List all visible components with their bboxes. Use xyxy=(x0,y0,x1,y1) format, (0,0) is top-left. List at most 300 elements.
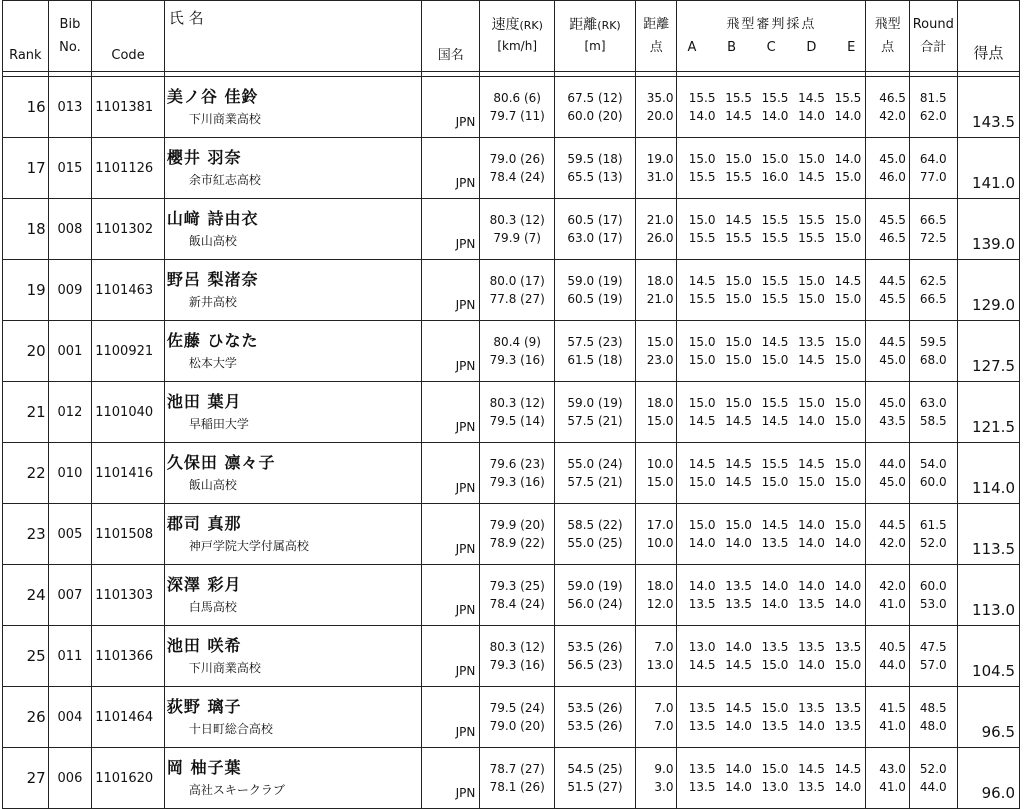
distance-points-round1: 19.0 xyxy=(646,152,674,166)
judges-round2 xyxy=(677,412,865,430)
bib-cell: 009 xyxy=(48,260,92,321)
round-total-round1: 54.0 xyxy=(919,457,947,471)
bib-cell: 015 xyxy=(48,138,92,199)
distance-points-round2: 10.0 xyxy=(646,536,674,550)
rank-cell: 17 xyxy=(3,138,49,199)
table-row xyxy=(3,260,1020,321)
athlete-club: 神戸学院大学付属高校 xyxy=(188,538,309,553)
rank-cell: 24 xyxy=(3,565,49,626)
judge-score: 15.5 xyxy=(798,231,825,245)
speed-cell xyxy=(480,687,555,748)
distance-round1: 53.5 (26) xyxy=(567,701,623,715)
round-total-cell xyxy=(909,504,957,565)
athlete-club: 新井高校 xyxy=(188,294,237,309)
judge-score: 15.5 xyxy=(761,91,789,105)
athlete-name: 野呂 梨渚奈 xyxy=(166,269,259,289)
style-points-cell xyxy=(866,504,910,565)
distance-points-round2: 7.0 xyxy=(654,719,674,733)
athlete-name: 佐藤 ひなた xyxy=(166,330,259,350)
distance-round1: 57.5 (23) xyxy=(567,335,623,349)
header-rank: Rank xyxy=(3,1,49,72)
distance-points-cell xyxy=(635,321,677,382)
speed-cell xyxy=(480,748,555,809)
round-total-cell xyxy=(909,443,957,504)
rank-cell: 23 xyxy=(3,504,49,565)
judge-score: 13.5 xyxy=(688,597,716,611)
distance-points-round2: 26.0 xyxy=(646,231,674,245)
judge-score: 14.5 xyxy=(834,762,862,776)
round-total-cell xyxy=(909,77,957,138)
judges-cell xyxy=(677,626,866,687)
code-cell: 1101302 xyxy=(92,199,165,260)
athlete-cell xyxy=(164,138,421,199)
total-points-cell: 139.0 xyxy=(957,199,1019,260)
judge-score: 13.5 xyxy=(761,640,789,654)
total-points-cell: 96.0 xyxy=(957,748,1019,809)
round-total-cell xyxy=(909,626,957,687)
speed-round1: 80.4 (9) xyxy=(493,335,541,349)
header-judges-title: 飛型審判採点 xyxy=(726,17,817,32)
style-points-round1: 44.5 xyxy=(879,335,906,349)
round-total-round1: 62.5 xyxy=(919,274,947,288)
code-cell: 1100921 xyxy=(92,321,165,382)
speed-round2: 79.3 (16) xyxy=(489,658,545,672)
nation-cell: JPN xyxy=(422,504,480,565)
rank-cell: 22 xyxy=(3,443,49,504)
judge-score: 15.0 xyxy=(761,353,789,367)
style-points-round2: 44.0 xyxy=(879,658,906,672)
distance-points-round1: 7.0 xyxy=(654,640,674,654)
nation-cell: JPN xyxy=(422,138,480,199)
distance-points-round1: 7.0 xyxy=(654,701,674,715)
distance-round2: 63.0 (17) xyxy=(567,231,623,245)
nation-cell: JPN xyxy=(422,687,480,748)
header-judge-e: E xyxy=(847,40,856,55)
speed-round2: 79.5 (14) xyxy=(489,414,545,428)
athlete-name: 深澤 彩月 xyxy=(166,574,242,594)
style-points-round1: 44.5 xyxy=(879,274,906,288)
distance-points-cell xyxy=(635,687,677,748)
judge-score: 14.0 xyxy=(725,762,752,776)
rank-cell: 26 xyxy=(3,687,49,748)
athlete-cell xyxy=(164,321,421,382)
judges-cell xyxy=(677,687,866,748)
code-cell: 1101464 xyxy=(92,687,165,748)
header-distance xyxy=(555,1,636,72)
round-total-round2: 57.0 xyxy=(919,658,947,672)
judge-score: 13.5 xyxy=(798,640,825,654)
judges-round2 xyxy=(677,595,865,613)
distance-cell xyxy=(555,321,636,382)
header-bib xyxy=(48,1,92,72)
style-points-round2: 45.0 xyxy=(879,353,906,367)
header-speed-unit: [km/h] xyxy=(497,39,538,53)
rank-cell: 20 xyxy=(3,321,49,382)
judge-score: 13.5 xyxy=(834,701,862,715)
athlete-club: 松本大学 xyxy=(188,355,237,370)
judge-score: 13.5 xyxy=(688,780,716,794)
judge-score: 14.0 xyxy=(798,536,825,550)
judges-cell xyxy=(677,382,866,443)
header-code: Code xyxy=(92,1,165,72)
judge-score: 14.0 xyxy=(834,780,862,794)
judge-score: 13.0 xyxy=(761,780,789,794)
judge-score: 14.0 xyxy=(834,109,862,123)
judge-score: 15.0 xyxy=(798,475,825,489)
distance-points-round1: 21.0 xyxy=(646,213,674,227)
distance-round1: 59.0 (19) xyxy=(567,579,623,593)
judge-score: 14.5 xyxy=(688,414,716,428)
nation-cell: JPN xyxy=(422,321,480,382)
distance-round1: 54.5 (25) xyxy=(567,762,623,776)
style-points-cell xyxy=(866,565,910,626)
table-row xyxy=(3,687,1020,748)
speed-cell xyxy=(480,565,555,626)
judge-score: 15.0 xyxy=(688,213,716,227)
table-row xyxy=(3,138,1020,199)
judge-score: 14.0 xyxy=(834,536,862,550)
bib-cell: 011 xyxy=(48,626,92,687)
table-row xyxy=(3,199,1020,260)
judges-round2 xyxy=(677,473,865,491)
distance-points-cell xyxy=(635,565,677,626)
judge-score: 15.0 xyxy=(834,658,862,672)
distance-cell xyxy=(555,138,636,199)
judges-cell xyxy=(677,260,866,321)
table-row xyxy=(3,321,1020,382)
style-points-cell xyxy=(866,260,910,321)
judge-score: 14.0 xyxy=(725,719,752,733)
judge-score: 15.5 xyxy=(798,213,825,227)
bib-cell: 006 xyxy=(48,748,92,809)
distance-points-round1: 35.0 xyxy=(646,91,674,105)
round-total-cell xyxy=(909,687,957,748)
judge-score: 15.0 xyxy=(798,292,825,306)
distance-round2: 56.0 (24) xyxy=(567,597,623,611)
athlete-cell xyxy=(164,504,421,565)
distance-round1: 60.5 (17) xyxy=(567,213,623,227)
judges-round1 xyxy=(677,150,865,168)
bib-cell: 013 xyxy=(48,77,92,138)
total-points-cell: 127.5 xyxy=(957,321,1019,382)
speed-cell xyxy=(480,321,555,382)
distance-round1: 58.5 (22) xyxy=(567,518,623,532)
rank-cell: 18 xyxy=(3,199,49,260)
speed-round2: 78.9 (22) xyxy=(489,536,545,550)
round-total-cell xyxy=(909,748,957,809)
distance-round2: 65.5 (13) xyxy=(567,170,623,184)
rank-cell: 19 xyxy=(3,260,49,321)
speed-cell xyxy=(480,504,555,565)
style-points-cell xyxy=(866,382,910,443)
judge-score: 14.0 xyxy=(725,536,752,550)
distance-cell xyxy=(555,687,636,748)
bib-cell: 010 xyxy=(48,443,92,504)
judge-score: 16.0 xyxy=(761,170,789,184)
distance-points-cell xyxy=(635,260,677,321)
judge-score: 14.5 xyxy=(834,274,862,288)
judge-score: 15.5 xyxy=(725,231,752,245)
judges-cell xyxy=(677,565,866,626)
distance-points-cell xyxy=(635,626,677,687)
judges-round2 xyxy=(677,107,865,125)
judge-score: 15.5 xyxy=(688,231,716,245)
header-distance-label: 距離 xyxy=(569,17,598,33)
style-points-round2: 46.5 xyxy=(879,231,906,245)
table-row xyxy=(3,748,1020,809)
distance-points-cell xyxy=(635,443,677,504)
judge-score: 14.5 xyxy=(725,213,752,227)
rank-cell: 21 xyxy=(3,382,49,443)
judge-score: 14.0 xyxy=(798,109,825,123)
round-total-round2: 58.5 xyxy=(919,414,947,428)
results-table xyxy=(2,0,1020,809)
judge-score: 15.0 xyxy=(834,475,862,489)
header-round-line1: Round xyxy=(912,17,954,32)
judges-round2 xyxy=(677,534,865,552)
judge-score: 15.0 xyxy=(725,274,752,288)
style-points-cell xyxy=(866,77,910,138)
bib-cell: 005 xyxy=(48,504,92,565)
judge-score: 14.0 xyxy=(798,414,825,428)
speed-round1: 78.7 (27) xyxy=(489,762,545,776)
speed-cell xyxy=(480,77,555,138)
judges-round1 xyxy=(677,516,865,534)
results-body xyxy=(3,77,1020,809)
judge-score: 14.5 xyxy=(725,109,752,123)
judges-cell xyxy=(677,77,866,138)
athlete-cell xyxy=(164,382,421,443)
distance-points-cell xyxy=(635,748,677,809)
speed-round2: 79.3 (16) xyxy=(489,475,545,489)
judges-round1 xyxy=(677,89,865,107)
nation-cell: JPN xyxy=(422,626,480,687)
round-total-round2: 53.0 xyxy=(919,597,947,611)
bib-cell: 004 xyxy=(48,687,92,748)
style-points-round1: 44.5 xyxy=(879,518,906,532)
speed-round2: 77.8 (27) xyxy=(489,292,545,306)
judge-score: 15.5 xyxy=(725,91,752,105)
judge-score: 13.5 xyxy=(798,701,825,715)
rank-cell: 16 xyxy=(3,77,49,138)
judge-score: 15.5 xyxy=(761,457,789,471)
style-points-round1: 45.0 xyxy=(879,152,906,166)
table-row xyxy=(3,565,1020,626)
judge-score: 14.0 xyxy=(761,109,789,123)
judge-score: 14.5 xyxy=(725,701,752,715)
judge-score: 14.5 xyxy=(688,658,716,672)
judges-round1 xyxy=(677,394,865,412)
distance-round2: 51.5 (27) xyxy=(567,780,623,794)
header-round-line2: 合計 xyxy=(920,40,947,55)
header-distance-unit: [m] xyxy=(584,39,606,53)
code-cell: 1101381 xyxy=(92,77,165,138)
judge-score: 15.0 xyxy=(725,335,752,349)
speed-round1: 80.0 (17) xyxy=(489,274,545,288)
judge-score: 14.5 xyxy=(798,353,825,367)
header-speed-rk: (RK) xyxy=(519,19,543,32)
judge-score: 15.0 xyxy=(761,701,789,715)
speed-round1: 80.3 (12) xyxy=(489,396,545,410)
style-points-cell xyxy=(866,748,910,809)
judge-score: 13.5 xyxy=(688,719,716,733)
header-distance-points-line1: 距離 xyxy=(643,17,670,32)
athlete-cell xyxy=(164,199,421,260)
judge-score: 13.5 xyxy=(761,719,789,733)
bib-cell: 008 xyxy=(48,199,92,260)
style-points-round1: 42.0 xyxy=(879,579,906,593)
judge-score: 15.0 xyxy=(761,475,789,489)
judge-score: 14.0 xyxy=(761,597,789,611)
judge-score: 15.0 xyxy=(834,231,862,245)
distance-round2: 60.5 (19) xyxy=(567,292,623,306)
style-points-round1: 41.5 xyxy=(879,701,906,715)
athlete-club: 十日町総合高校 xyxy=(188,721,273,736)
judge-score: 13.5 xyxy=(725,579,752,593)
distance-points-round2: 31.0 xyxy=(646,170,674,184)
distance-cell xyxy=(555,260,636,321)
header-judge-c: C xyxy=(766,40,776,55)
header-judge-a: A xyxy=(687,40,697,55)
speed-round2: 79.0 (20) xyxy=(489,719,545,733)
athlete-club: 下川商業高校 xyxy=(188,111,261,126)
style-points-round2: 45.5 xyxy=(879,292,906,306)
round-total-round2: 48.0 xyxy=(919,719,947,733)
distance-cell xyxy=(555,565,636,626)
bib-cell: 001 xyxy=(48,321,92,382)
judge-score: 14.5 xyxy=(798,170,825,184)
distance-points-round2: 20.0 xyxy=(646,109,674,123)
total-points-cell: 113.5 xyxy=(957,504,1019,565)
judge-score: 15.0 xyxy=(798,274,825,288)
athlete-name: 櫻井 羽奈 xyxy=(166,147,242,167)
round-total-cell xyxy=(909,138,957,199)
distance-cell xyxy=(555,748,636,809)
code-cell: 1101620 xyxy=(92,748,165,809)
judge-score: 15.5 xyxy=(761,213,789,227)
header-points: 得点 xyxy=(957,1,1019,72)
judge-score: 13.5 xyxy=(834,640,862,654)
judges-round1 xyxy=(677,455,865,473)
distance-cell xyxy=(555,626,636,687)
judge-score: 15.0 xyxy=(834,170,862,184)
round-total-round2: 52.0 xyxy=(919,536,947,550)
judges-round2 xyxy=(677,168,865,186)
athlete-name: 荻野 璃子 xyxy=(166,696,242,716)
style-points-round2: 42.0 xyxy=(879,109,906,123)
judge-score: 15.0 xyxy=(725,518,752,532)
speed-cell xyxy=(480,138,555,199)
round-total-round1: 64.0 xyxy=(919,152,947,166)
style-points-round1: 43.0 xyxy=(879,762,906,776)
code-cell: 1101366 xyxy=(92,626,165,687)
speed-round1: 80.3 (12) xyxy=(489,640,545,654)
distance-points-round2: 23.0 xyxy=(646,353,674,367)
judge-score: 15.0 xyxy=(834,353,862,367)
distance-points-round1: 15.0 xyxy=(646,335,674,349)
distance-round2: 57.5 (21) xyxy=(567,475,623,489)
judge-score: 13.5 xyxy=(798,335,825,349)
judge-score: 15.5 xyxy=(761,292,789,306)
style-points-round1: 46.5 xyxy=(879,91,906,105)
distance-round1: 59.5 (18) xyxy=(567,152,623,166)
athlete-club: 飯山高校 xyxy=(188,233,237,248)
round-total-cell xyxy=(909,199,957,260)
header-judge-d: D xyxy=(806,40,817,55)
judges-cell xyxy=(677,199,866,260)
style-points-cell xyxy=(866,138,910,199)
round-total-cell xyxy=(909,260,957,321)
table-row xyxy=(3,382,1020,443)
code-cell: 1101040 xyxy=(92,382,165,443)
speed-round1: 79.3 (25) xyxy=(489,579,545,593)
bib-cell: 012 xyxy=(48,382,92,443)
judge-score: 14.0 xyxy=(834,597,862,611)
distance-points-round2: 13.0 xyxy=(646,658,674,672)
header-speed-label: 速度 xyxy=(491,17,520,33)
athlete-cell xyxy=(164,687,421,748)
style-points-cell xyxy=(866,626,910,687)
header-bib-line1: Bib xyxy=(59,17,81,32)
header-distance-points-line2: 点 xyxy=(649,40,663,55)
judge-score: 14.0 xyxy=(725,780,752,794)
header-style-points xyxy=(866,1,910,72)
total-points-cell: 129.0 xyxy=(957,260,1019,321)
judges-cell xyxy=(677,321,866,382)
distance-points-round2: 3.0 xyxy=(654,780,674,794)
judge-score: 15.5 xyxy=(761,396,789,410)
distance-cell xyxy=(555,77,636,138)
round-total-round1: 66.5 xyxy=(919,213,947,227)
header-judge-letters xyxy=(677,40,865,55)
speed-round2: 79.7 (11) xyxy=(489,109,545,123)
judges-cell xyxy=(677,504,866,565)
judges-round2 xyxy=(677,351,865,369)
header-judge-b: B xyxy=(727,40,736,55)
judge-score: 14.5 xyxy=(725,457,752,471)
distance-round2: 55.0 (25) xyxy=(567,536,623,550)
round-total-round2: 68.0 xyxy=(919,353,947,367)
style-points-cell xyxy=(866,199,910,260)
rank-cell: 25 xyxy=(3,626,49,687)
distance-points-cell xyxy=(635,138,677,199)
judge-score: 14.5 xyxy=(798,457,825,471)
round-total-round1: 81.5 xyxy=(919,91,947,105)
judges-cell xyxy=(677,443,866,504)
judge-score: 13.5 xyxy=(834,719,862,733)
code-cell: 1101416 xyxy=(92,443,165,504)
judges-round2 xyxy=(677,290,865,308)
style-points-round2: 43.5 xyxy=(879,414,906,428)
judge-score: 15.0 xyxy=(688,335,716,349)
athlete-club: 早稲田大学 xyxy=(188,416,249,431)
speed-round2: 79.3 (16) xyxy=(489,353,545,367)
judge-score: 14.5 xyxy=(761,414,789,428)
judge-score: 14.0 xyxy=(834,152,862,166)
speed-round2: 79.9 (7) xyxy=(493,231,541,245)
athlete-name: 山﨑 詩由衣 xyxy=(166,208,259,228)
judge-score: 14.0 xyxy=(834,579,862,593)
judges-round1 xyxy=(677,211,865,229)
header-distance-rk: (RK) xyxy=(597,19,621,32)
round-total-cell xyxy=(909,382,957,443)
style-points-round2: 46.0 xyxy=(879,170,906,184)
speed-round2: 78.4 (24) xyxy=(489,170,545,184)
judge-score: 15.0 xyxy=(834,213,862,227)
judge-score: 15.0 xyxy=(834,335,862,349)
athlete-name: 美ノ谷 佳鈴 xyxy=(166,86,259,106)
distance-round2: 57.5 (21) xyxy=(567,414,623,428)
